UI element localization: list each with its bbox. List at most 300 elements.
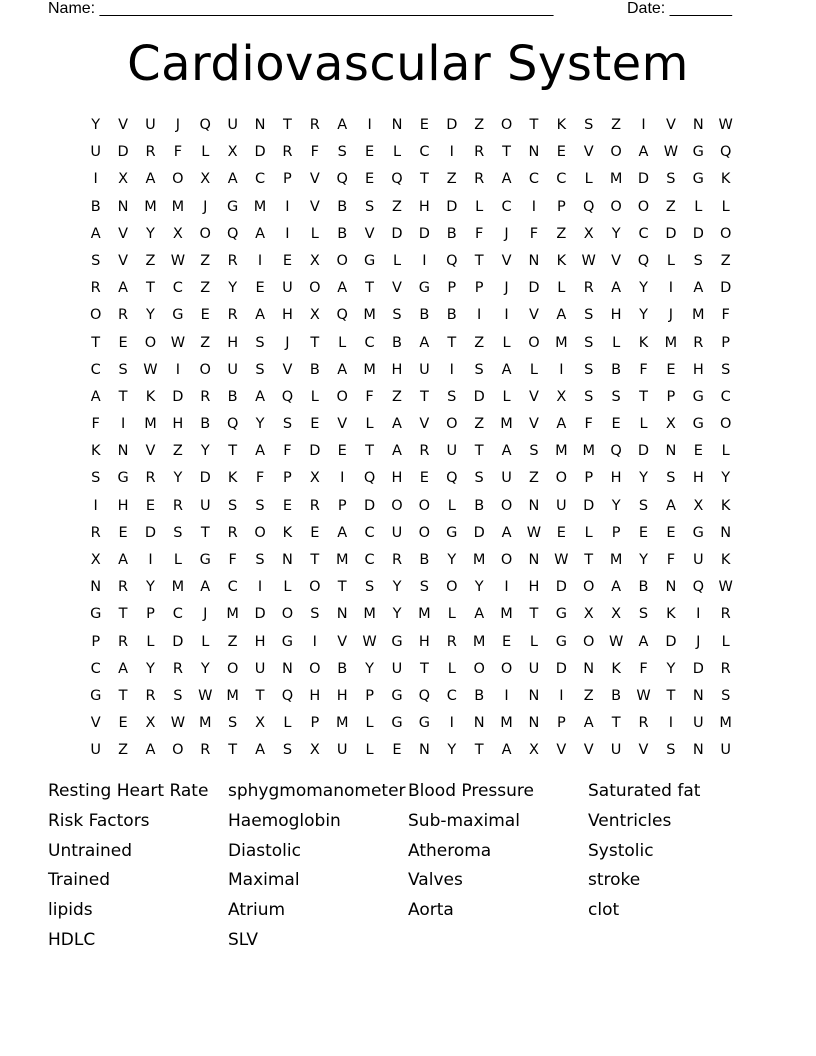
grid-letter: G (692, 524, 704, 541)
grid-letter: X (556, 388, 567, 405)
grid-letter: N (336, 606, 348, 623)
grid-letter: I (93, 497, 98, 514)
grid-letter: J (175, 117, 180, 133)
grid-letter: A (611, 579, 622, 596)
grid-letter: T (200, 524, 210, 541)
grid-letter: B (419, 552, 430, 568)
grid-letter: O (528, 334, 540, 351)
grid-letter: A (638, 144, 649, 161)
grid-row (82, 683, 740, 710)
grid-letter: B (611, 687, 622, 704)
grid-letter: M (144, 198, 157, 215)
grid-letter: L (475, 198, 484, 215)
grid-letter: T (584, 552, 594, 568)
grid-letter: C (172, 606, 183, 623)
grid-letter: R (720, 660, 731, 677)
grid-letter: D (254, 606, 266, 623)
grid-letter: Q (446, 252, 458, 269)
grid-letter: K (90, 443, 101, 460)
grid-letter: T (228, 443, 238, 460)
grid-letter: L (721, 633, 730, 650)
grid-letter: T (310, 552, 320, 568)
grid-row (82, 112, 740, 139)
grid-letter: C (528, 171, 539, 188)
grid-letter: L (201, 144, 210, 161)
grid-letter: Y (91, 117, 101, 133)
grid-letter: D (473, 524, 485, 541)
grid-letter: N (665, 443, 677, 460)
grid-letter: N (528, 687, 540, 704)
grid-letter: T (666, 687, 676, 704)
grid-letter: T (611, 715, 621, 732)
grid-letter: G (90, 606, 102, 623)
grid-letter: P (556, 198, 566, 215)
grid-letter: A (337, 280, 348, 297)
word-list-item (588, 927, 768, 957)
grid-letter: V (556, 742, 567, 759)
grid-letter: V (309, 171, 320, 188)
grid-letter: X (309, 307, 320, 324)
grid-letter: O (336, 388, 348, 405)
grid-letter: U (692, 552, 704, 568)
grid-letter: X (145, 715, 156, 732)
grid-letter: M (171, 198, 185, 215)
grid-letter: O (309, 579, 321, 596)
grid-letter: I (449, 144, 454, 161)
grid-letter: C (720, 388, 731, 405)
grid-letter: X (583, 225, 594, 242)
grid-letter: T (502, 144, 511, 161)
grid-letter: P (556, 715, 566, 732)
grid-letter: H (418, 198, 430, 215)
grid-letter: A (255, 742, 265, 759)
grid-letter: M (171, 579, 185, 596)
grid-letter: V (309, 198, 320, 215)
grid-letter: H (692, 361, 704, 378)
grid-letter: M (472, 633, 486, 650)
grid-letter: X (528, 742, 539, 759)
grid-letter: L (447, 606, 456, 623)
grid-letter: A (392, 416, 402, 433)
grid-letter: X (118, 171, 129, 188)
grid-letter: X (255, 715, 265, 732)
grid-letter: A (501, 443, 512, 460)
grid-letter: E (365, 171, 375, 188)
grid-letter: O (254, 524, 266, 541)
grid-letter: I (668, 280, 674, 297)
grid-letter: T (118, 687, 128, 704)
grid-letter: O (500, 497, 513, 514)
grid-letter: B (90, 198, 101, 215)
grid-row (82, 438, 740, 465)
grid-letter: P (447, 280, 457, 297)
grid-letter: R (200, 742, 211, 759)
grid-letter: R (118, 307, 129, 324)
grid-letter: N (473, 715, 485, 732)
grid-letter: K (666, 606, 676, 623)
grid-row (82, 275, 740, 302)
grid-letter: D (446, 117, 458, 133)
grid-letter: Y (447, 552, 457, 568)
grid-letter: P (310, 715, 320, 732)
grid-letter: T (365, 280, 375, 297)
word-list-item: Blood Pressure (408, 781, 534, 801)
grid-letter: L (584, 524, 593, 541)
grid-letter: T (447, 334, 457, 351)
grid-letter: B (638, 579, 649, 596)
grid-letter: R (118, 579, 129, 596)
grid-letter: Z (474, 416, 485, 433)
grid-row (82, 221, 740, 248)
grid-letter: S (721, 361, 731, 378)
grid-letter: U (419, 361, 430, 378)
grid-letter: T (419, 171, 429, 188)
grid-letter: C (419, 144, 430, 161)
grid-letter: Y (447, 742, 457, 759)
grid-letter: U (282, 280, 293, 297)
grid-letter: A (611, 280, 622, 297)
grid-letter: G (555, 633, 567, 650)
grid-letter: A (145, 742, 156, 759)
grid-letter: X (309, 252, 320, 269)
word-list-item: lipids (48, 900, 93, 921)
grid-letter: X (309, 470, 320, 487)
grid-letter: Z (392, 388, 402, 405)
grid-letter: S (666, 742, 676, 759)
grid-letter: V (528, 416, 539, 433)
grid-letter: G (692, 388, 704, 405)
grid-letter: E (118, 524, 128, 541)
grid-letter: M (472, 552, 486, 568)
word-list-item: clot (588, 900, 620, 921)
grid-letter: L (392, 252, 402, 269)
grid-letter: I (285, 225, 290, 242)
word-list-item: Systolic (588, 840, 654, 861)
grid-letter: S (255, 334, 265, 351)
grid-letter: M (253, 198, 267, 215)
grid-letter: R (145, 470, 156, 487)
grid-letter: S (282, 416, 293, 433)
grid-letter: G (172, 307, 184, 324)
grid-letter: L (310, 225, 319, 242)
grid-letter: U (90, 144, 101, 161)
grid-row (82, 629, 740, 656)
grid-letter: Y (666, 660, 676, 677)
grid-row (82, 737, 740, 764)
grid-letter: C (172, 280, 183, 297)
grid-letter: N (391, 117, 403, 133)
grid-letter: A (392, 443, 402, 460)
grid-letter: L (283, 715, 292, 732)
grid-letter: R (419, 443, 430, 460)
grid-letter: R (90, 280, 101, 297)
grid-letter: V (118, 225, 129, 242)
grid-letter: T (419, 388, 429, 405)
grid-letter: H (117, 497, 129, 514)
grid-letter: E (556, 524, 566, 541)
grid-letter: D (692, 225, 704, 242)
grid-letter: K (638, 334, 649, 351)
grid-letter: P (91, 633, 101, 650)
grid-letter: E (310, 524, 320, 541)
page-title: Cardiovascular System (127, 36, 689, 92)
grid-letter: Q (610, 443, 622, 460)
grid-letter: P (474, 280, 484, 297)
grid-letter: W (170, 334, 186, 351)
grid-letter: Z (665, 198, 676, 215)
grid-letter: N (692, 687, 704, 704)
grid-letter: D (418, 225, 430, 242)
grid-letter: L (584, 171, 593, 188)
grid-letter: Y (146, 579, 155, 596)
grid-letter: I (504, 687, 509, 704)
grid-letter: S (310, 606, 320, 623)
grid-letter: T (529, 606, 539, 623)
grid-letter: B (392, 334, 402, 351)
grid-letter: I (641, 117, 646, 133)
grid-letter: B (337, 198, 348, 215)
grid-letter: F (173, 144, 183, 161)
grid-letter: Y (611, 225, 621, 242)
grid-letter: X (665, 416, 676, 433)
grid-letter: M (719, 715, 732, 732)
grid-letter: D (117, 144, 129, 161)
grid-letter: H (309, 687, 321, 704)
grid-letter: T (91, 334, 101, 351)
grid-letter: L (365, 715, 374, 732)
grid-letter: S (529, 443, 539, 460)
grid-letter: S (447, 388, 457, 405)
grid-letter: R (118, 633, 129, 650)
grid-letter: Q (637, 252, 650, 269)
word-list-item: Diastolic (228, 840, 301, 861)
grid-letter: X (90, 552, 101, 568)
grid-letter: V (583, 742, 594, 759)
grid-letter: G (692, 171, 704, 188)
grid-row (82, 574, 740, 601)
word-list-item: Valves (408, 870, 463, 891)
grid-letter: O (309, 280, 321, 297)
grid-letter: R (474, 144, 485, 161)
grid-letter: L (173, 552, 182, 568)
word-list-item: HDLC (48, 929, 96, 950)
word-list-item: Aorta (408, 900, 454, 921)
word-list-item: Untrained (48, 840, 133, 861)
grid-letter: K (556, 252, 567, 269)
grid-letter: O (172, 171, 184, 188)
grid-letter: L (310, 388, 319, 405)
grid-letter: A (474, 606, 485, 623)
word-list-item: Maximal (228, 870, 300, 891)
grid-letter: W (170, 715, 186, 732)
grid-letter: L (502, 334, 511, 351)
grid-letter: O (336, 252, 348, 269)
grid-letter: X (611, 606, 622, 623)
grid-letter: T (337, 579, 347, 596)
grid-letter: Y (146, 225, 155, 242)
grid-letter: G (199, 552, 211, 568)
grid-letter: R (583, 280, 594, 297)
grid-letter: R (90, 524, 101, 541)
grid-letter: Z (528, 470, 539, 487)
grid-letter: V (145, 443, 156, 460)
grid-letter: W (636, 687, 651, 704)
grid-letter: D (254, 144, 266, 161)
grid-letter: W (608, 633, 624, 650)
grid-letter: C (227, 579, 238, 596)
grid-letter: F (721, 307, 730, 324)
grid-letter: N (528, 144, 540, 161)
grid-letter: G (391, 687, 403, 704)
grid-letter: V (118, 117, 129, 133)
grid-letter: Y (639, 470, 648, 487)
grid-letter: R (282, 144, 293, 161)
grid-letter: Y (611, 497, 621, 514)
grid-letter: L (502, 388, 511, 405)
grid-letter: R (309, 497, 320, 514)
grid-letter: I (285, 198, 290, 215)
word-list (48, 778, 768, 957)
grid-letter: C (638, 225, 649, 242)
grid-letter: O (281, 606, 294, 623)
grid-letter: Y (474, 579, 484, 596)
grid-letter: A (145, 171, 156, 188)
grid-letter: A (501, 361, 512, 378)
grid-letter: L (201, 633, 210, 650)
grid-letter: W (581, 252, 596, 269)
grid-letter: A (556, 307, 567, 324)
grid-letter: I (449, 715, 454, 732)
grid-letter: E (337, 443, 347, 460)
grid-letter: E (282, 497, 293, 514)
grid-letter: S (118, 361, 128, 378)
grid-letter: S (721, 687, 731, 704)
grid-letter: W (554, 552, 569, 568)
grid-letter: W (362, 633, 377, 650)
grid-letter: F (529, 225, 539, 242)
grid-letter: C (501, 198, 512, 215)
grid-letter: M (582, 443, 595, 460)
grid-letter: B (611, 361, 622, 378)
grid-letter: W (143, 361, 158, 378)
grid-letter: E (501, 633, 512, 650)
grid-letter: R (172, 497, 183, 514)
grid-letter: L (447, 660, 456, 677)
grid-letter: V (665, 117, 676, 133)
grid-letter: H (610, 307, 622, 324)
grid-row (82, 139, 740, 166)
grid-letter: Z (200, 252, 211, 269)
grid-letter: S (638, 497, 649, 514)
grid-letter: O (418, 524, 431, 541)
grid-letter: T (118, 388, 128, 405)
grid-letter: Y (639, 307, 648, 324)
grid-letter: Z (720, 252, 731, 269)
word-search-grid (82, 112, 740, 765)
grid-letter: P (721, 334, 731, 351)
word-list-item: Ventricles (588, 810, 672, 831)
grid-letter: P (146, 606, 155, 623)
grid-letter: A (419, 334, 430, 351)
grid-letter: E (118, 334, 128, 351)
grid-letter: V (337, 633, 348, 650)
grid-letter: O (583, 579, 595, 596)
grid-letter: V (528, 388, 539, 405)
grid-letter: U (446, 443, 458, 460)
grid-letter: M (609, 552, 623, 568)
grid-letter: N (528, 552, 540, 568)
grid-letter: O (391, 497, 403, 514)
grid-letter: H (281, 307, 293, 324)
grid-letter: P (584, 470, 594, 487)
grid-letter: M (226, 687, 239, 704)
grid-letter: T (365, 443, 375, 460)
grid-letter: M (500, 715, 513, 732)
grid-letter: N (117, 443, 129, 460)
grid-letter: V (638, 742, 649, 759)
grid-letter: Y (146, 660, 155, 677)
grid-letter: R (638, 715, 649, 732)
grid-letter: S (693, 252, 703, 269)
grid-letter: D (665, 633, 677, 650)
grid-letter: O (500, 660, 513, 677)
grid-letter: L (557, 280, 566, 297)
grid-letter: Z (611, 117, 622, 133)
grid-letter: E (145, 497, 156, 514)
grid-letter: O (637, 198, 650, 215)
grid-letter: A (693, 280, 704, 297)
word-list-item: Atrium (228, 900, 286, 921)
grid-letter: Z (474, 334, 485, 351)
grid-letter: I (175, 361, 180, 378)
grid-letter: S (228, 715, 238, 732)
grid-letter: P (283, 171, 292, 188)
word-list-item: Risk Factors (48, 810, 150, 831)
grid-letter: K (227, 470, 238, 487)
grid-letter: M (144, 416, 157, 433)
grid-letter: M (500, 416, 513, 433)
grid-letter: O (719, 416, 732, 433)
grid-letter: O (473, 660, 485, 677)
grid-letter: Y (392, 606, 402, 623)
grid-letter: D (473, 388, 485, 405)
grid-letter: S (337, 144, 347, 161)
grid-letter: G (692, 416, 704, 433)
grid-letter: I (120, 416, 126, 433)
grid-letter: Z (556, 225, 567, 242)
grid-letter: S (255, 361, 265, 378)
grid-letter: E (310, 416, 320, 433)
grid-letter: B (474, 687, 485, 704)
grid-letter: L (666, 252, 675, 269)
grid-letter: D (528, 280, 540, 297)
grid-letter: L (612, 334, 621, 351)
grid-letter: A (501, 742, 512, 759)
grid-letter: V (392, 280, 402, 297)
grid-letter: S (282, 742, 293, 759)
grid-letter: W (663, 144, 679, 161)
grid-letter: T (283, 117, 292, 133)
grid-letter: C (90, 660, 101, 677)
grid-letter: R (227, 524, 238, 541)
grid-row (82, 601, 740, 628)
grid-letter: S (474, 361, 484, 378)
grid-letter: Z (227, 633, 238, 650)
grid-letter: F (228, 552, 237, 568)
grid-letter: F (639, 660, 648, 677)
grid-letter: E (365, 144, 375, 161)
grid-letter: S (584, 334, 594, 351)
